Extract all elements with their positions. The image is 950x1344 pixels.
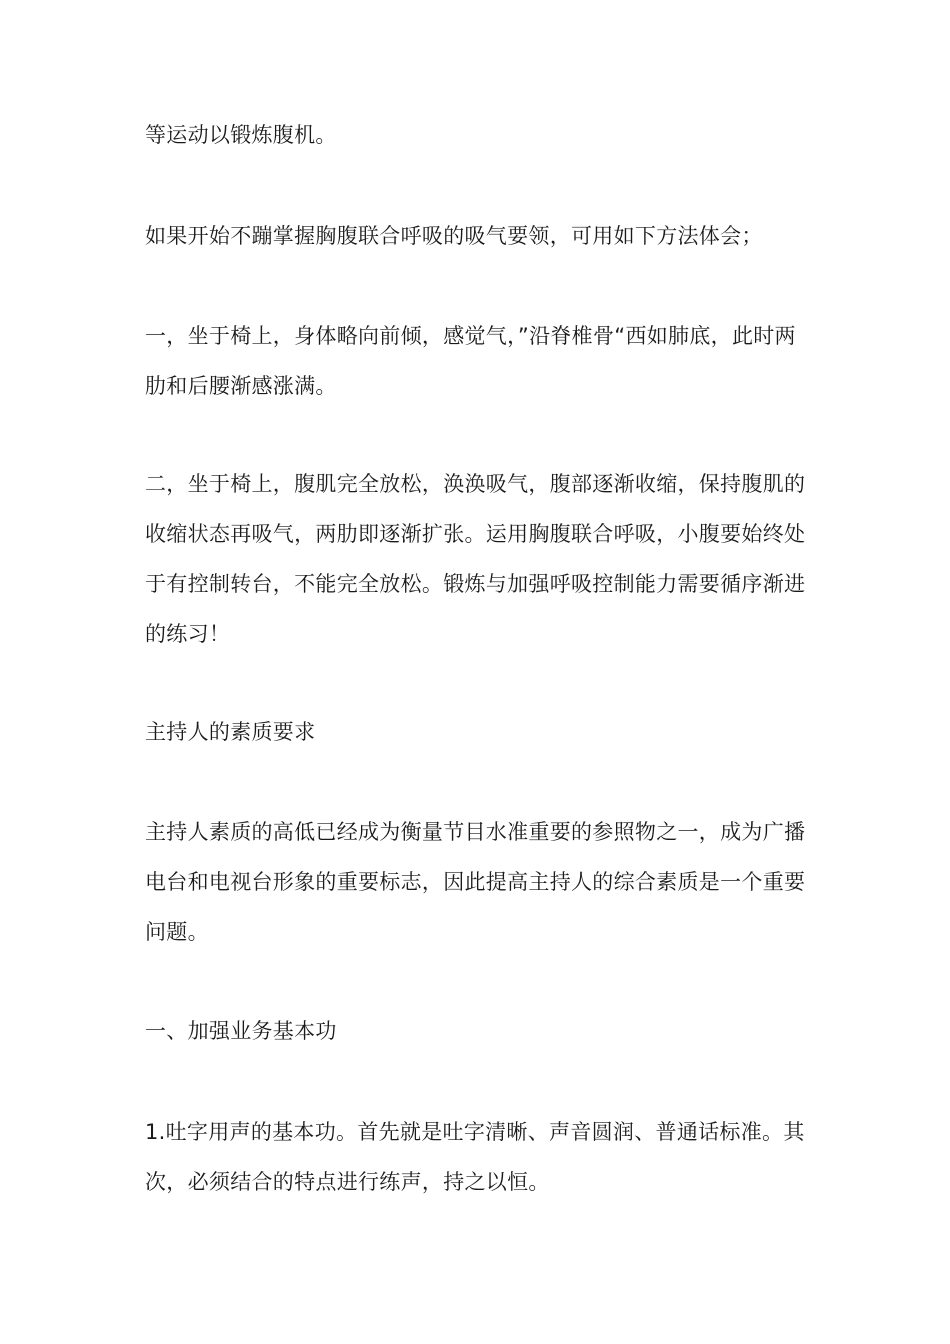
paragraph-2: 如果开始不蹦掌握胸腹联合呼吸的吸气要领，可用如下方法体会；	[145, 224, 763, 248]
paragraph-4: 二，坐于椅上，腹肌完全放松，涣涣吸气，腹部逐渐收缩，保持腹肌的收缩状态再吸气，两肋即逐渐扩张。运用胸腹联合呼吸，小腹要始终处于有控制转台，不能完全放松。锻炼与加强呼吸控制能力需要循序渐进的练习！	[145, 472, 806, 646]
paragraph-3: 一，坐于椅上，身体略向前倾，感觉气，”沿脊椎骨“西如肺底，此时两肋和后腰渐感涨满。	[145, 324, 796, 398]
paragraph-5: 主持人素质的高低已经成为衡量节目水准重要的参照物之一，成为广播电台和电视台形象的重要标志，因此提高主持人的综合素质是一个重要问题。	[145, 820, 806, 944]
paragraph-6: 1.吐字用声的基本功。首先就是吐字清晰、声音圆润、普通话标准。其次，必须结合的特点进行练声，持之以恒。	[145, 1120, 805, 1194]
section-heading-host-qualities: 主持人的素质要求	[145, 720, 316, 744]
paragraph-1: 等运动以锻炼腹机。	[145, 123, 337, 147]
section-heading-basic-skills: 一、加强业务基本功	[145, 1019, 337, 1043]
